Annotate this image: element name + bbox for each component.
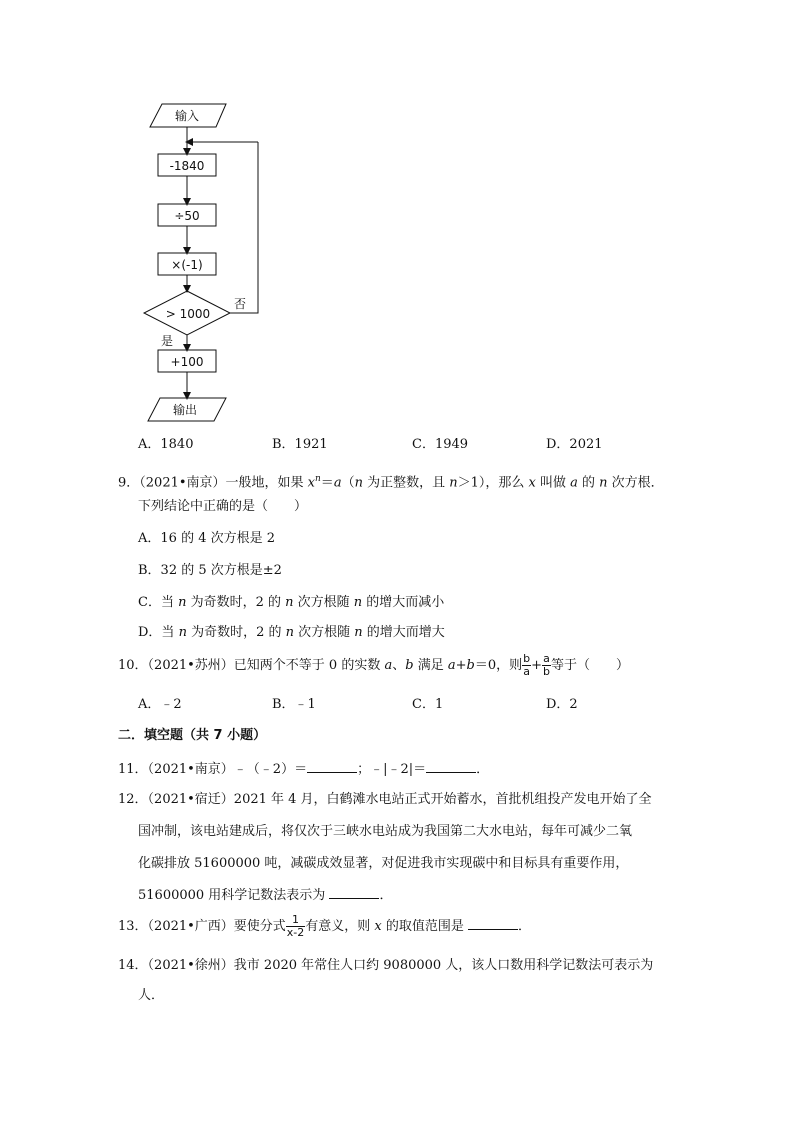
q10-stem: 10．（2021•苏州）已知两个不等于 0 的实数 a、b 满足 a+b＝0，则 $\frac{b}{a}$ + $\frac{a}{b}$ 等于（ ） — [118, 652, 629, 678]
q12-line1: 12．（2021•宿迁）2021 年 4 月，白鹤滩水电站正式开始蓄水，首批机组投产发电开始了全 — [118, 792, 652, 807]
q9-option-a: A．16 的 4 次方根是 2 — [138, 531, 276, 546]
q9-option-d: D．当 n 为奇数时，2 的 n 次方根随 n 的增大而增大 — [138, 625, 445, 640]
decision-label: > 1000 — [165, 307, 211, 321]
section-title: 二．填空题（共 7 小题） — [118, 728, 267, 743]
step3-label: ×(-1) — [171, 258, 203, 272]
q12-line2: 国冲制，该电站建成后，将仅次于三峡水电站成为我国第二大水电站，每年可减少二氧 — [138, 824, 633, 839]
q12-line4: 51600000 用科学记数法表示为 ． — [138, 888, 393, 903]
q8-option-b: B．1921 — [272, 437, 328, 452]
q9-stem-line1: 9．（2021•南京）一般地，如果 $x^n=a(n$ 为正整数，且 n＞1），那么 x 叫做 a 的 n 次方根． — [118, 474, 664, 491]
q10-option-a: A．﹣2 — [138, 697, 182, 712]
answer-blank[interactable] — [468, 917, 518, 930]
output-label: 输出 — [172, 403, 198, 417]
q12-line3: 化碳排放 51600000 吨，减碳成效显著，对促进我市实现碳中和目标具有重要作用， — [138, 856, 629, 871]
q9-stem-line2: 下列结论中正确的是（ ） — [138, 499, 308, 514]
q10-option-b: B．﹣1 — [272, 697, 316, 712]
answer-blank[interactable] — [426, 760, 476, 773]
input-label: 输入 — [174, 109, 200, 123]
q11-stem: 11．（2021•南京）﹣（﹣2）＝ ；﹣|﹣2|＝ ． — [118, 762, 490, 777]
q9-option-c: C．当 n 为奇数时，2 的 n 次方根随 n 的增大而减小 — [138, 595, 445, 610]
answer-blank[interactable] — [329, 886, 379, 899]
q14-line2: 人． — [138, 988, 165, 1003]
q13-stem: 13．（2021•广西）要使分式 $\frac{1}{x-2}$ 有意义，则 x 的取值范围是 ． — [118, 913, 532, 939]
q13-fraction: $\frac{1}{x-2}$ — [286, 913, 305, 939]
no-label: 否 — [234, 297, 247, 311]
yes-label: 是 — [161, 334, 174, 348]
flowchart — [130, 96, 280, 428]
q10-fraction-2: $\frac{a}{b}$ — [542, 652, 550, 678]
q8-option-d: D．2021 — [546, 437, 603, 452]
step4-label: +100 — [170, 355, 204, 369]
q10-option-d: D．2 — [546, 697, 578, 712]
step2-label: ÷50 — [174, 209, 200, 223]
q8-option-a: A．1840 — [138, 437, 194, 452]
answer-blank[interactable] — [307, 760, 357, 773]
q10-option-c: C．1 — [412, 697, 444, 712]
step1-label: -1840 — [169, 159, 205, 173]
q9-option-b: B．32 的 5 次方根是±2 — [138, 563, 282, 578]
q8-option-c: C．1949 — [412, 437, 469, 452]
q10-fraction-1: $\frac{b}{a}$ — [523, 652, 531, 678]
q14-line1: 14．（2021•徐州）我市 2020 年常住人口约 9080000 人，该人口数用科学记数法可表示为 — [118, 958, 654, 973]
